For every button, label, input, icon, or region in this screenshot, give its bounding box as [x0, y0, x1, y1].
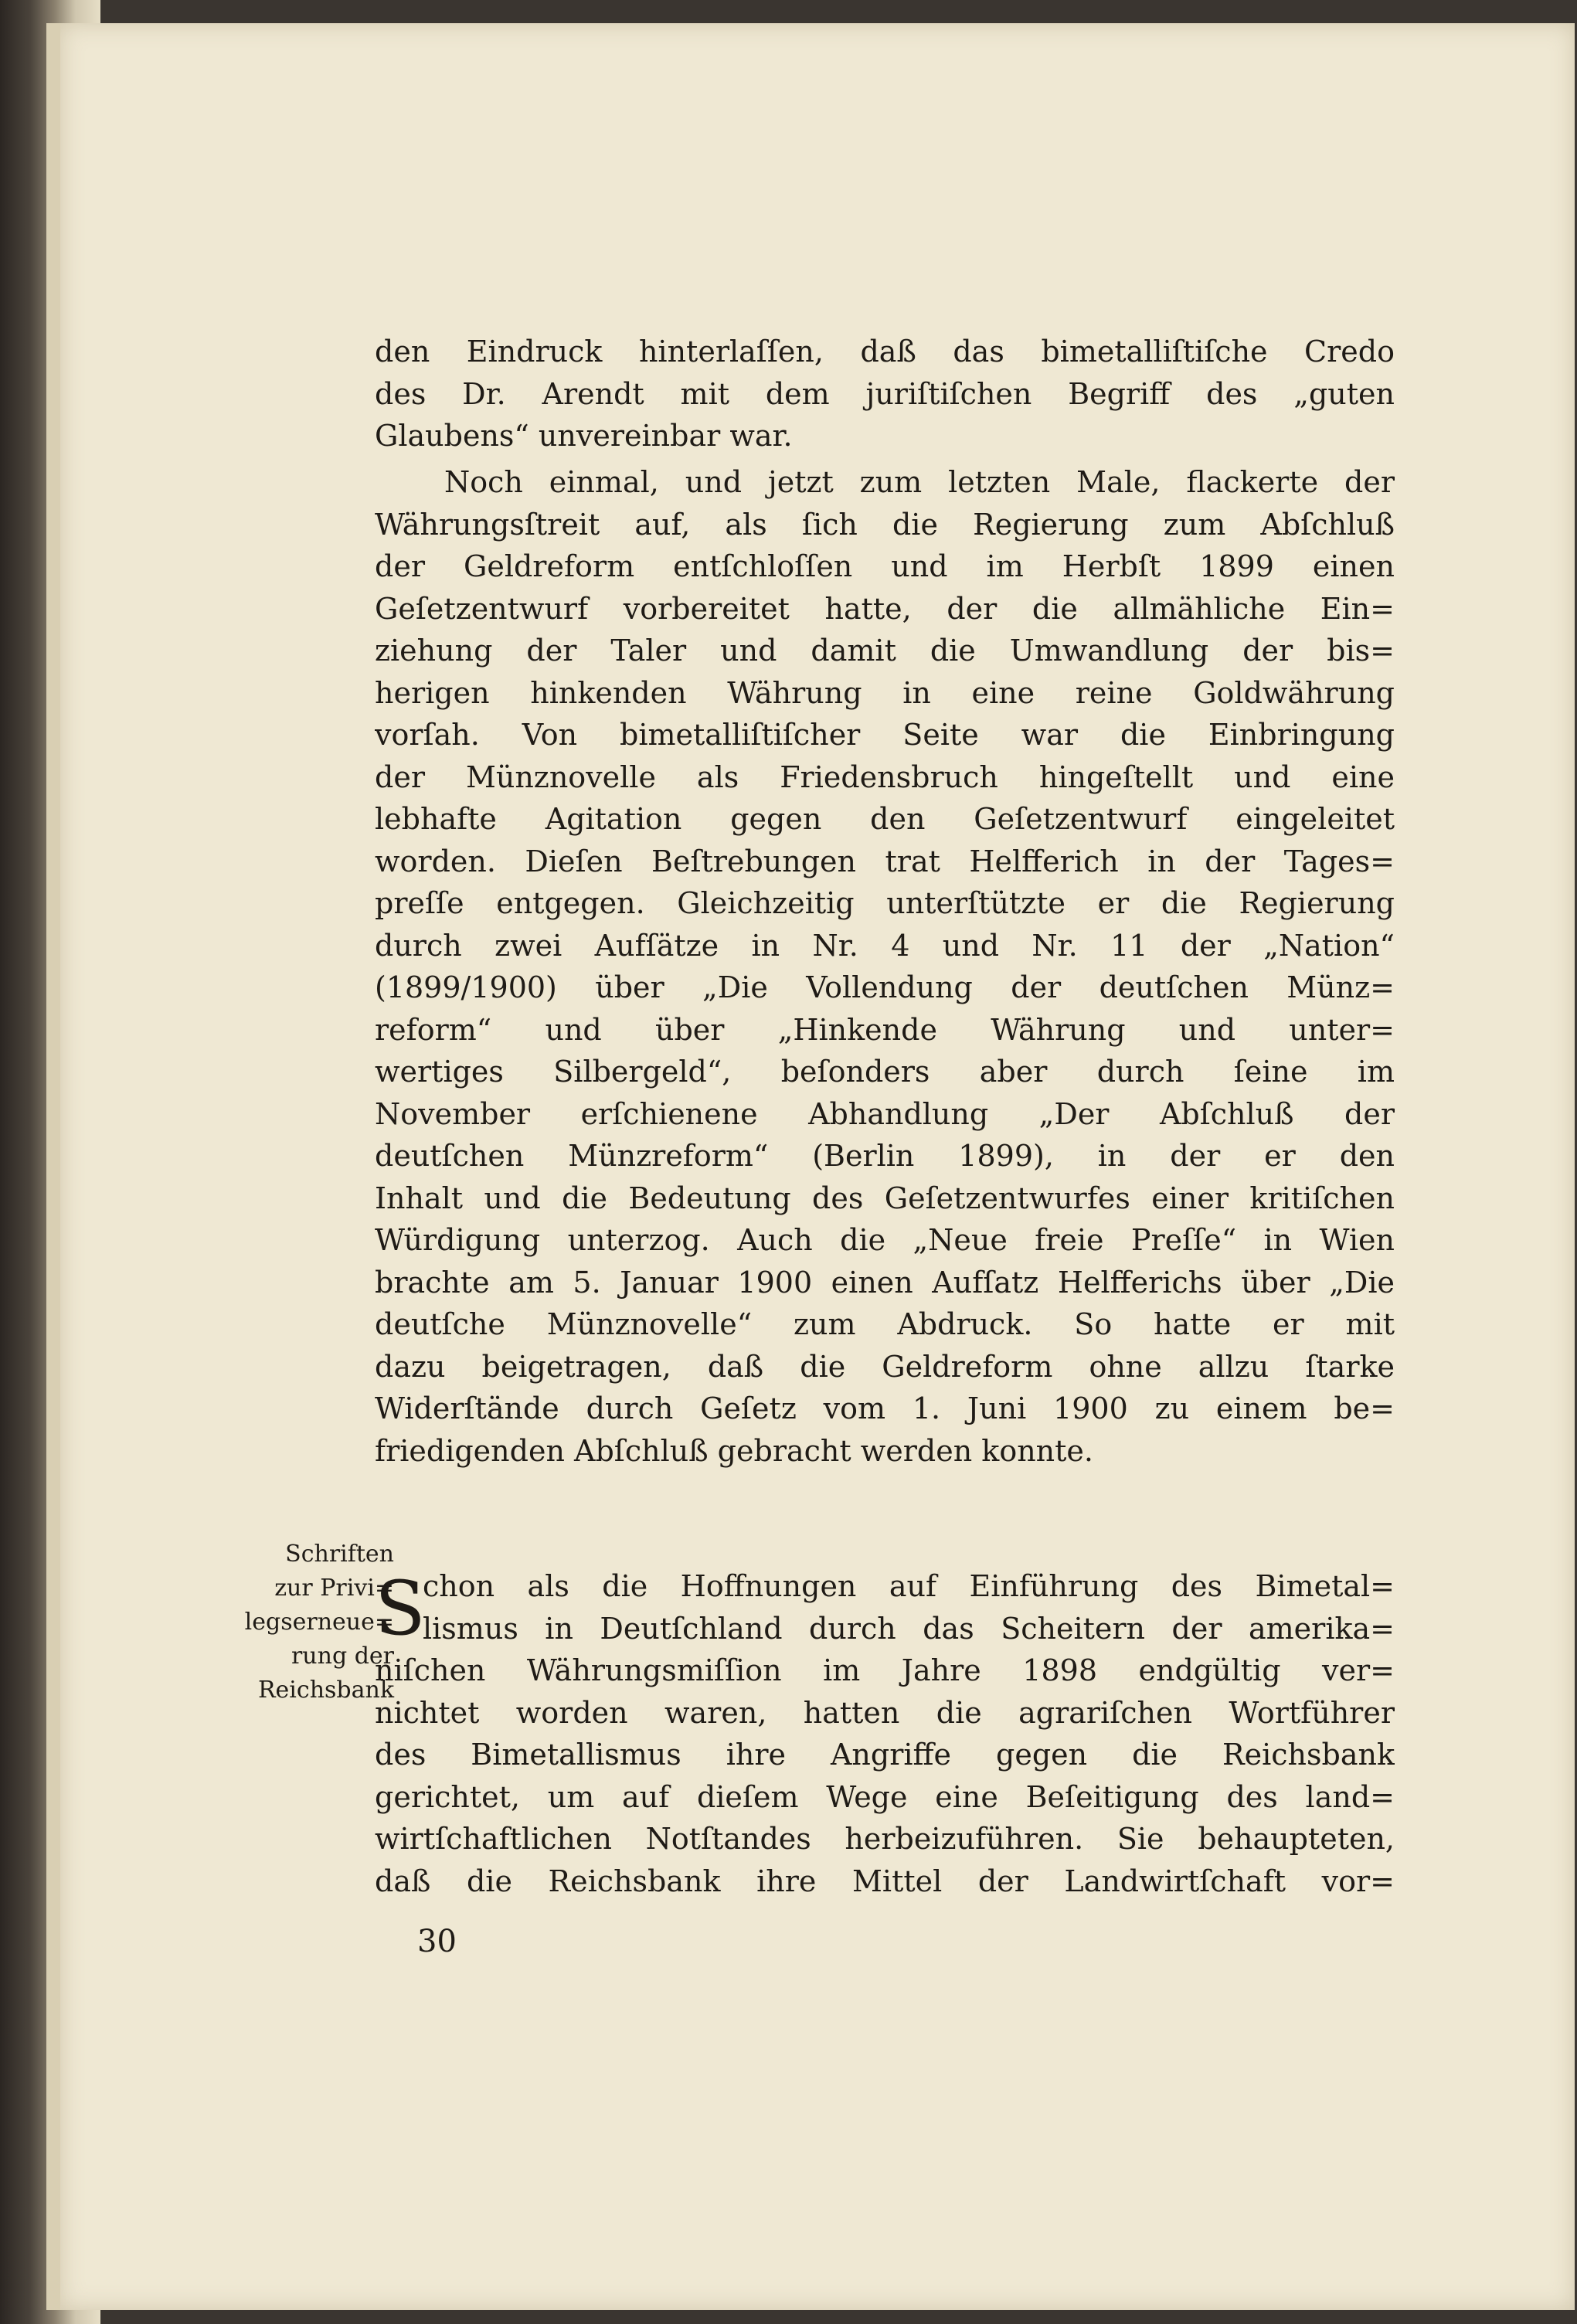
text-line: friedigenden Abſchluß gebracht werden konnte.	[375, 1433, 1093, 1468]
text-line: reform“ und über „Hinkende Währung und unter=	[375, 1012, 1395, 1047]
text-line: Glaubens“ unvereinbar war.	[375, 419, 793, 453]
text-line: Währungsſtreit auf, als ſich die Regierung zum Abſchluß	[375, 507, 1395, 542]
margin-note-line: zur Privi=	[274, 1575, 394, 1602]
text-line: Noch einmal, und jetzt zum letzten Male, flackerte der	[444, 465, 1395, 499]
text-line: lebhafte Agitation gegen den Geſetzentwurf eingeleitet	[375, 802, 1395, 836]
margin-note-line: Schriften	[285, 1541, 394, 1568]
text-line: Widerſtände durch Geſetz vom 1. Juni 1900 zu einem be=	[375, 1391, 1395, 1425]
section-reichsbank	[375, 1565, 1395, 1902]
text-line: wirtſchaftlichen Notſtandes herbeizuführen. Sie behaupteten,	[375, 1822, 1395, 1856]
text-line: niſchen Währungsmiſſion im Jahre 1898 endgültig ver=	[375, 1653, 1395, 1687]
text-line: dazu beigetragen, daß die Geldreform ohne allzu ſtarke	[375, 1349, 1395, 1384]
text-line: wertiges Silbergeld“, beſonders aber durch ſeine im	[375, 1055, 1395, 1089]
text-line: durch zwei Aufſätze in Nr. 4 und Nr. 11 der „Nation“	[375, 928, 1395, 963]
text-line: preſſe entgegen. Gleichzeitig unterſtützte er die Regierung	[375, 886, 1395, 920]
text-line: chon als die Hoffnungen auf Einführung des Bimetal=	[423, 1569, 1395, 1603]
margin-note-line: rung der	[291, 1643, 394, 1670]
text-line: Geſetzentwurf vorbereitet hatte, der die allmähliche Ein=	[375, 591, 1395, 626]
text-line: vorſah. Von bimetalliſtiſcher Seite war die Einbringung	[375, 718, 1395, 752]
text-line: deutſchen Münzreform“ (Berlin 1899), in der er den	[375, 1139, 1395, 1173]
paragraph-currency-dispute	[375, 461, 1395, 1472]
text-line: November erſchienene Abhandlung „Der Abſchluß der	[375, 1096, 1395, 1131]
text-line: Inhalt und die Bedeutung des Geſetzentwurfes einer kritiſchen	[375, 1181, 1395, 1215]
text-line: den Eindruck hinterlaſſen, daß das bimetalliſtiſche Credo	[375, 335, 1395, 369]
margin-note-line: Reichsbank	[257, 1677, 394, 1704]
paragraph-continuation	[375, 331, 1395, 457]
text-line: des Dr. Arendt mit dem juriſtiſchen Begriff des „guten	[375, 376, 1395, 411]
text-line: deutſche Münznovelle“ zum Abdruck. So hatte er mit	[375, 1307, 1395, 1341]
text-line: daß die Reichsbank ihre Mittel der Landwirtſchaft vor=	[375, 1864, 1395, 1898]
text-line: der Münznovelle als Friedensbruch hingeſtellt und eine	[375, 759, 1395, 794]
text-line: worden. Dieſen Beſtrebungen trat Helfferich in der Tages=	[375, 844, 1395, 878]
text-line: nichtet worden waren, hatten die agrariſchen Wortführer	[375, 1695, 1395, 1730]
text-line: des Bimetallismus ihre Angriffe gegen die Reichsbank	[375, 1738, 1395, 1772]
text-line: Würdigung unterzog. Auch die „Neue freie Preſſe“ in Wien	[375, 1223, 1395, 1257]
drop-cap: S	[375, 1565, 426, 1652]
text-line: (1899/1900) über „Die Vollendung der deutſchen Münz=	[375, 970, 1395, 1004]
text-line: ziehung der Taler und damit die Umwandlung der bis=	[375, 634, 1395, 668]
text-line: herigen hinkenden Währung in eine reine Goldwährung	[375, 675, 1395, 710]
text-line: der Geldreform entſchloſſen und im Herbſt 1899 einen	[375, 549, 1395, 583]
page-number: 30	[417, 1924, 457, 1959]
text-line: brachte am 5. Januar 1900 einen Aufſatz Helfferichs über „Die	[375, 1265, 1395, 1300]
margin-note-line: legserneue=	[244, 1609, 394, 1636]
text-line: gerichtet, um auf dieſem Wege eine Beſeitigung des land=	[375, 1779, 1395, 1814]
text-line: lismus in Deutſchland durch das Scheitern der amerika=	[423, 1611, 1395, 1646]
margin-note	[193, 1537, 394, 1707]
